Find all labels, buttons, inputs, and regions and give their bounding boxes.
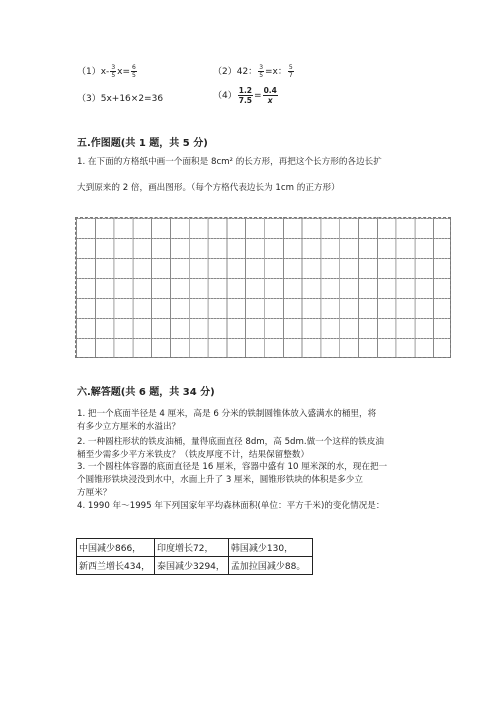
equation-3-label: （3） xyxy=(77,94,101,104)
section-6-line: 3. 一个圆柱体容器的底面直径是 16 厘米，容器中盛有 10 厘米深的水，现在把一 xyxy=(77,462,388,472)
table-row xyxy=(77,539,313,557)
equation-2-pre: 42： xyxy=(236,67,258,77)
equation-4-fraction-a xyxy=(238,86,253,105)
section-5-title: 五.作图题(共 1 题，共 5 分) xyxy=(77,138,208,149)
table-cell: 孟加拉国减少88。 xyxy=(228,557,312,575)
equation-4-fraction-b xyxy=(263,86,278,105)
table-cell: 中国减少866， xyxy=(77,539,155,557)
fraction-denominator: x xyxy=(267,96,273,105)
fraction-numerator: 1.2 xyxy=(238,86,253,95)
equation-2-fraction-a xyxy=(258,64,264,79)
equation-1-pre: x- xyxy=(100,67,110,77)
section-6-line: 个圆锥形铁块浸没到水中，水面上升了 3 厘米，圆锥形铁块的体积是多少立 xyxy=(77,475,363,485)
section-5-question-line-2: 大到原来的 2 倍，画出图形。（每个方格代表边长为 1cm 的正方形） xyxy=(77,183,340,193)
fraction-numerator: 5 xyxy=(288,64,293,71)
fraction-numerator: 3 xyxy=(259,64,264,71)
table-row xyxy=(77,557,313,575)
section-6-line: 桶至少需多少平方米铁皮？（铁皮厚度不计，结果保留整数） xyxy=(77,450,310,460)
fraction-denominator: 5 xyxy=(259,72,264,79)
section-6-line: 2. 一种圆柱形状的铁皮油桶，量得底面直径 8dm，高 5dm.做一个这样的铁皮油 xyxy=(77,437,384,447)
fraction-numerator: 3 xyxy=(111,64,116,71)
graph-paper-grid[interactable] xyxy=(75,217,451,358)
equation-4 xyxy=(213,86,279,105)
equation-1-fraction-a xyxy=(110,64,116,79)
fraction-denominator: 7 xyxy=(288,72,293,79)
equation-1-fraction-b xyxy=(131,64,137,79)
equation-2-fraction-b xyxy=(288,64,294,79)
section-5-question-line-1: 1. 在下面的方格纸中画一个面积是 8cm² 的长方形，再把这个长方形的各边长扩 xyxy=(77,157,382,167)
equation-4-label: （4） xyxy=(213,91,237,101)
fraction-denominator: 5 xyxy=(132,72,136,79)
table-cell: 印度增长72， xyxy=(155,539,229,557)
table-cell: 泰国减少3294， xyxy=(155,557,229,575)
section-6-line: 4. 1990 年～1995 年下列国家年平均森林面积(单位：平方千米)的变化情况是： xyxy=(77,501,385,511)
table-cell: 韩国减少130， xyxy=(228,539,312,557)
equation-1 xyxy=(77,64,138,79)
fraction-numerator: 0.4 xyxy=(263,86,277,95)
equation-1-label: （1） xyxy=(77,67,101,77)
equation-3 xyxy=(77,91,163,104)
equation-2 xyxy=(213,64,295,79)
equation-1-mid: x= xyxy=(117,67,131,77)
section-6-line: 1. 把一个底面半径是 4 厘米，高是 6 分米的铁制圆锥体放入盛满水的桶里，将 xyxy=(77,409,377,419)
forest-area-table xyxy=(76,538,313,575)
section-6-title: 六.解答题(共 6 题，共 34 分) xyxy=(77,387,215,398)
equation-3-text: 5x+16×2=36 xyxy=(100,94,164,104)
fraction-denominator: 7.5 xyxy=(238,96,253,105)
equation-2-mid: =x： xyxy=(265,67,287,77)
table-cell: 新西兰增长434， xyxy=(77,557,155,575)
section-6-line: 有多少立方厘米的水溢出？ xyxy=(77,422,181,432)
equation-4-mid: = xyxy=(254,91,262,101)
equation-2-label: （2） xyxy=(213,67,237,77)
section-6-line: 方厘米？ xyxy=(77,488,112,498)
fraction-denominator: 5 xyxy=(111,72,116,79)
fraction-numerator: 6 xyxy=(132,64,136,71)
